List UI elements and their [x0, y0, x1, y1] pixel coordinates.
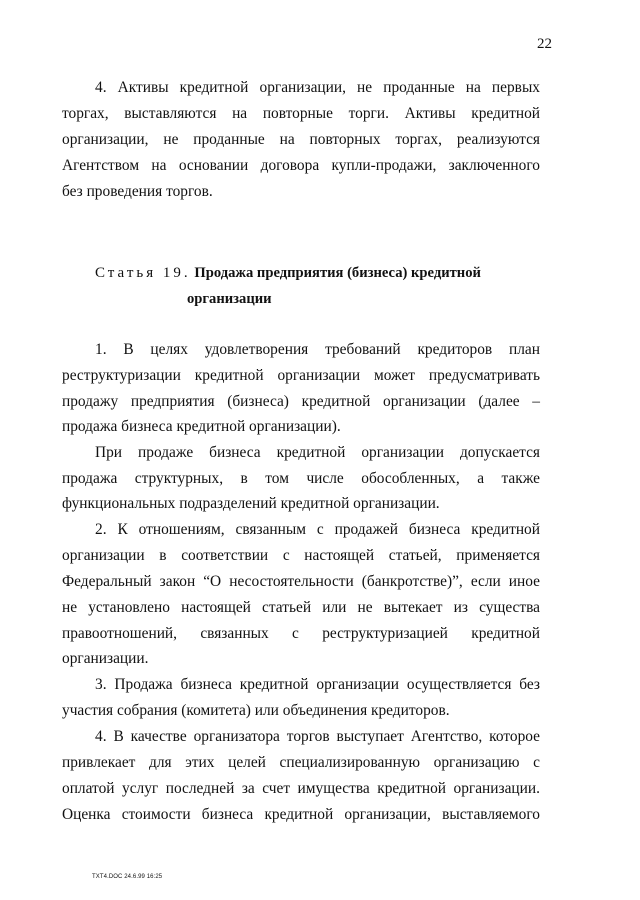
text-line: При продаже бизнеса кредитной организации допускается — [95, 444, 540, 461]
text-line: организации. — [62, 650, 149, 667]
text-line: организации, не проданные на повторных торгах, реализуются — [62, 131, 540, 148]
text-line: 4. В качестве организатора торгов выступает Агентство, которое — [95, 728, 540, 745]
text-line: привлекает для этих целей специализированную организацию с — [62, 754, 540, 771]
text-line: без проведения торгов. — [62, 183, 213, 200]
text-line: 3. Продажа бизнеса кредитной организации осуществляется без — [95, 676, 540, 693]
text-line: реструктуризации кредитной организации может предусматривать — [62, 367, 540, 384]
text-line: продажа структурных, в том числе обособленных, а также — [62, 470, 540, 487]
text-line: организации в соответствии с настоящей статьей, применяется — [62, 547, 540, 564]
text-line: не установлено настоящей статьей или не вытекает из существа — [62, 599, 540, 616]
text-line: торгах, выставляются на повторные торги. Активы кредитной — [62, 105, 540, 122]
page-number: 22 — [537, 36, 552, 52]
file-footer: TXT4.DOC 24.6.99 16:25 — [92, 874, 163, 880]
article-title-continued: организации — [187, 291, 272, 307]
text-line: 2. К отношениям, связанным с продажей бизнеса кредитной — [95, 521, 540, 538]
text-line: функциональных подразделений кредитной организации. — [62, 495, 440, 512]
text-line: продажа бизнеса кредитной организации). — [62, 418, 341, 435]
article-title: Продажа предприятия (бизнеса) кредитной — [194, 265, 481, 281]
article-heading — [95, 264, 525, 282]
text-line: продажу предприятия (бизнеса) кредитной организации (далее – — [62, 393, 540, 410]
text-line: Федеральный закон “О несостоятельности (банкротстве)”, если иное — [62, 573, 540, 590]
text-line: оплатой услуг последней за счет имущества кредитной организации. — [62, 780, 540, 797]
text-line: Агентством на основании договора купли-продажи, заключенного — [62, 157, 540, 174]
text-line: Оценка стоимости бизнеса кредитной организации, выставляемого — [62, 806, 540, 823]
text-line: 4. Активы кредитной организации, не проданные на первых — [95, 79, 540, 96]
text-line: правоотношений, связанных с реструктуризацией кредитной — [62, 625, 540, 642]
article-label: Статья 19. — [95, 265, 191, 281]
text-line: участия собрания (комитета) или объединения кредиторов. — [62, 702, 450, 719]
text-line: 1. В целях удовлетворения требований кредиторов план — [95, 341, 540, 358]
